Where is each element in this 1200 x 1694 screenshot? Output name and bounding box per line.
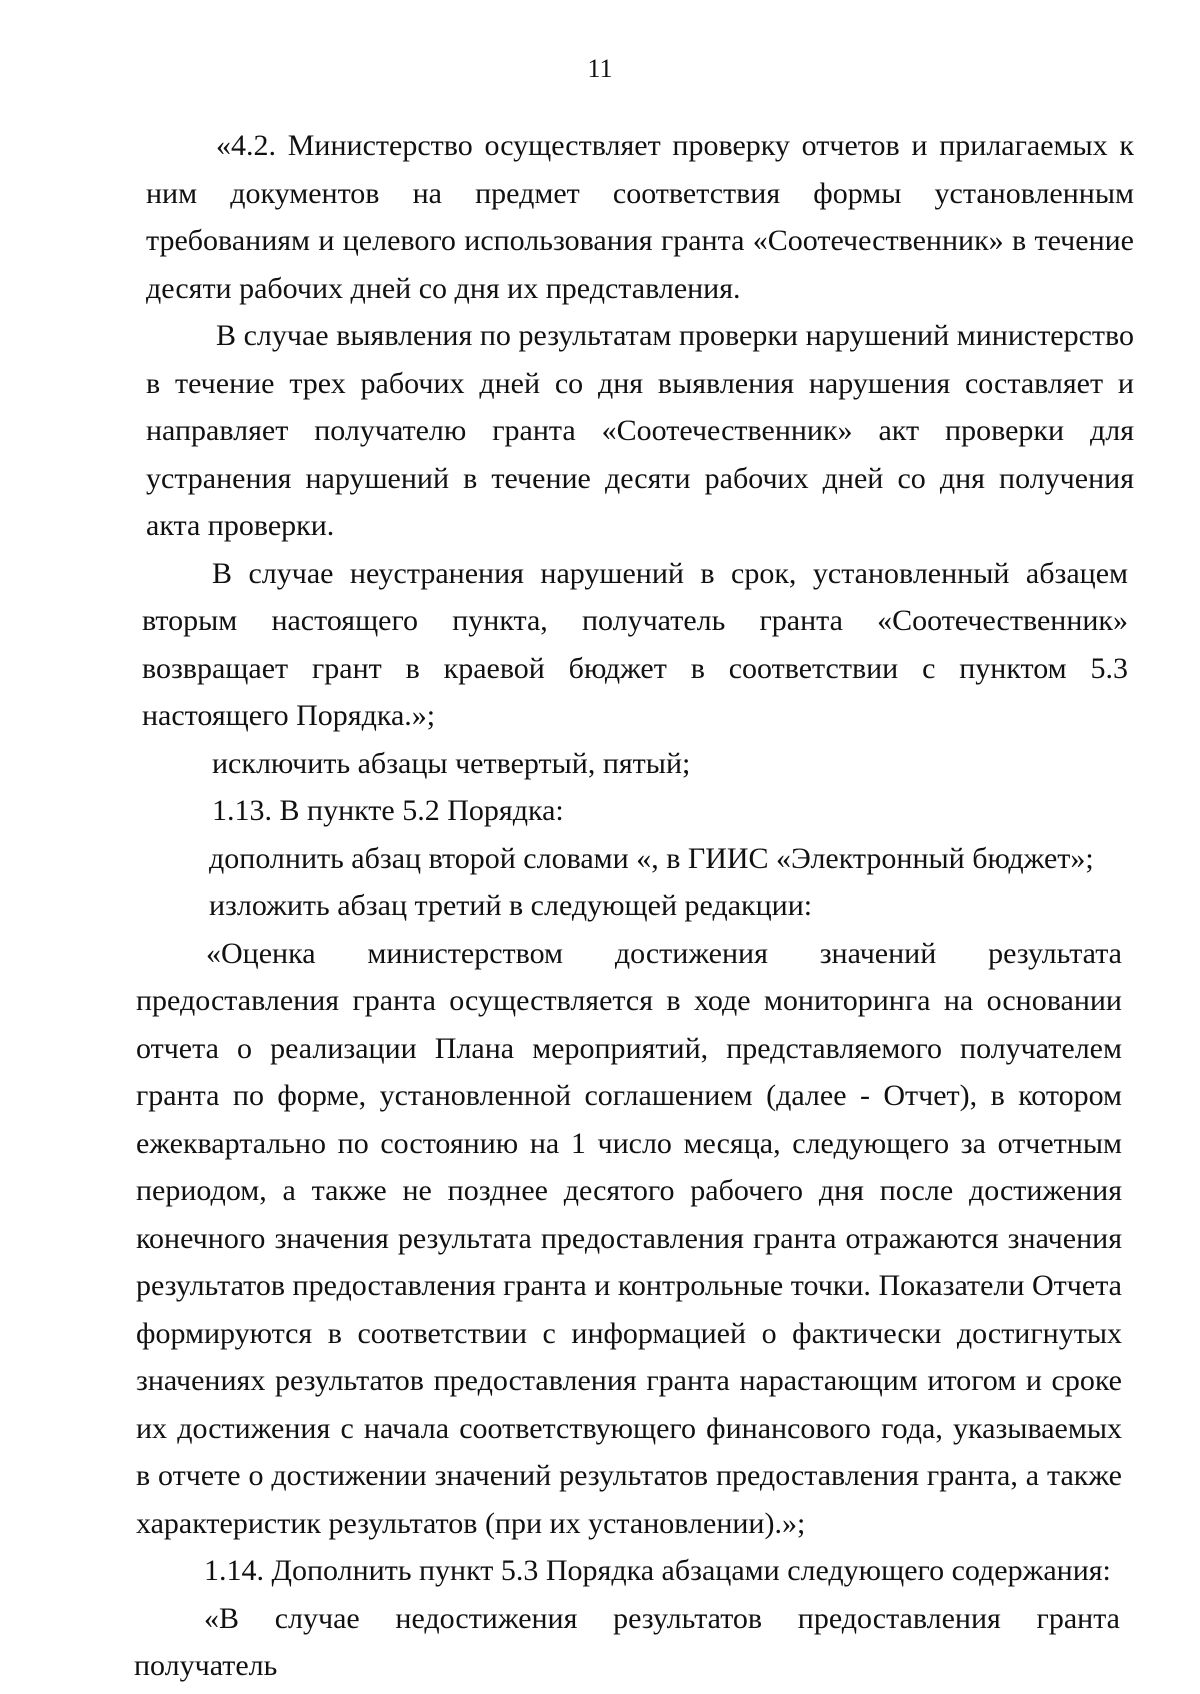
paragraph-assessment: «Оценка министерством достижения значений результата предоставления гранта осуществляется в ходе мониторинга на основании отчета о реализации Плана мероприятий, представляемого получателем гранта по форме, установленной соглашением (далее - Отчет), в котором ежеквартально по состоянию на 1 число месяца, следующего за отчетным периодом, а также не позднее десятого рабочего дня после достижения конечного значения результата предоставления гранта отражаются значения результатов предоставления гранта и контрольные точки. Показатели Отчета формируются в соответствии с информацией о фактически достигнутых значениях результатов предоставления гранта нарастающим итогом и сроке их достижения с начала соответствующего финансового года, указываемых в отчете о достижении значений результатов предоставления гранта, а также характеристик результатов (при их установлении).»; — [136, 936, 1122, 1540]
paragraph-exclude-clauses: исключить абзацы четвертый, пятый; — [212, 746, 691, 780]
paragraph-non-achievement: «В случае недостижения результатов предоставления гранта получатель — [134, 1601, 1120, 1682]
paragraph-restate-third: изложить абзац третий в следующей редакции: — [209, 889, 813, 922]
paragraph-1-14: 1.14. Дополнить пункт 5.3 Порядка абзацами следующего содержания: — [204, 1554, 1111, 1587]
paragraph-violations-found: В случае выявления по результатам проверки нарушений министерство в течение трех рабочих дней со дня выявления нарушения составляет и направляет получателю гранта «Соотечественник» акт проверки для устранения нарушений в течение десяти рабочих дней со дня получения акта проверки. — [146, 319, 1134, 542]
document-body — [0, 122, 1200, 1690]
paragraph-4-2: «4.2. Министерство осуществляет проверку отчетов и прилагаемых к ним документов на предмет соответствия формы установленным требованиям и целевого использования гранта «Соотечественник» в течение десяти рабочих дней со дня их представления. — [146, 129, 1134, 305]
paragraph-supplement-second: дополнить абзац второй словами «, в ГИИС «Электронный бюджет»; — [209, 841, 1094, 875]
paragraph-1-13: 1.13. В пункте 5.2 Порядка: — [212, 794, 564, 827]
paragraph-violations-not-fixed: В случае неустранения нарушений в срок, установленный абзацем вторым настоящего пункта, получатель гранта «Соотечественник» возвращает грант в краевой бюджет в соответствии с пунктом 5.3 настоящего Порядка.»; — [142, 556, 1128, 732]
page-number: 11 — [587, 54, 613, 83]
